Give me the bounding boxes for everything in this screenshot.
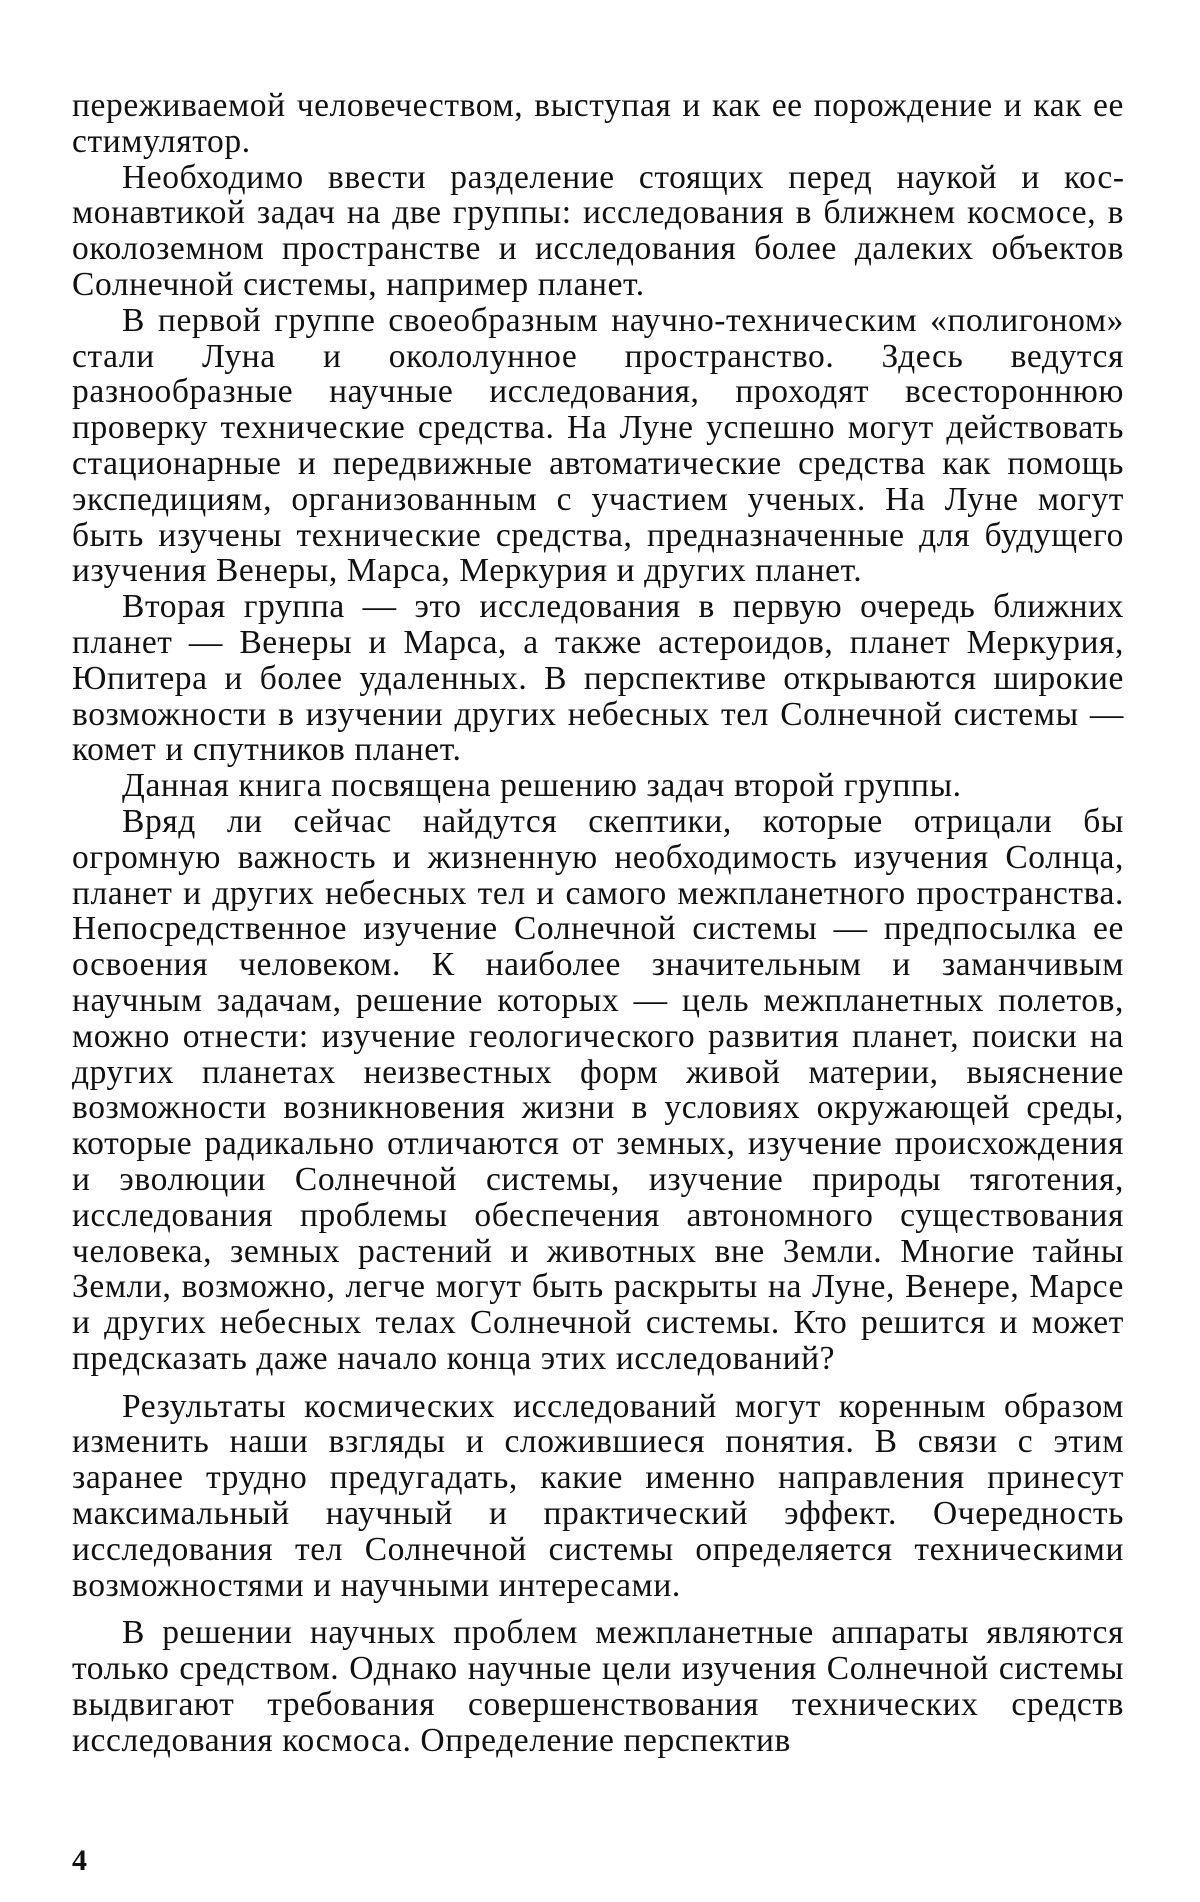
paragraph-sceptics: Вряд ли сейчас найдутся скептики, которые отрицали бы огромную важность и жизненную необходимость изучения Солнца, планет и других небесных тел и самого межпланетного пространства. Непосредственное изучение Солнечной системы — предпосылка ее освоения человеком. К наиболее значительным и заманчивым научным задачам, решение которых — цель межпланетных полетов, можно отнести: изучение геологического развития планет, поиски на других планетах неизвестных форм живой материи, выяснение возможности возникновения жизни в условиях окружающей среды, которые радикально отличаются от земных, изучение происхождения и эволюции Солнечной системы, изучение природы тяготения, исследования проблемы обеспечения автономного существования человека, земных растений и животных вне Земли. Многие тайны Земли, возможно, легче могут быть раскрыты на Луне, Венере, Марсе и других небесных телах Солнечной системы. Кто решится и может предсказать даже начало конца этих исследований? [72,802,1124,1377]
paragraph-book-purpose: Данная книга посвящена решению задач второй группы. [122,767,962,805]
paragraph-first-group: В первой группе своеобразным научно-техническим «полигоном» стали Луна и окололунное пространство. Здесь ведутся разнообразные научные исследования, проходят всестороннюю проверку технические средства. На Луне успешно могут действовать стационарные и передвижные автоматические средства как помощь экспедициям, организованным с участием ученых. На Луне могут быть изучены технические средства, предназначенные для будущего изучения Венеры, Марса, Меркурия и других планет. [72,301,1124,590]
paragraph-continuation: переживаемой человечеством, выступая и как ее порождение и как ее стимулятор. [72,87,1124,160]
page-number: 4 [72,1844,87,1877]
paragraph-scientific-problems: В решении научных проблем межпланетные аппараты являются только средством. Однако научные цели изучения Солнечной системы выдвигают требования совершенствования технических средств исследования космоса. Определение перспектив [72,1614,1124,1759]
paragraph-tasks-division: Необходимо ввести разделение стоящих перед наукой и космонавтикой задач на две группы: исследования в ближнем космосе, в околоземном пространстве и исследования более далеких объектов Солнечной системы, например планет. [72,158,1124,303]
page-body [72,88,1124,1759]
paragraph-results: Результаты космических исследований могут коренным образом изменить наши взгляды и сложившиеся понятия. В связи с этим заранее трудно предугадать, какие именно направления принесут максимальный научный и практический эффект. Очередность исследования тел Солнечной системы определяется техническими возможностями и научными интересами. [72,1387,1124,1604]
paragraph-second-group: Вторая группа — это исследования в первую очередь ближних планет — Венеры и Марса, а также астероидов, планет Меркурия, Юпитера и более удаленных. В перспективе открываются широкие возможности в изучении других небесных тел Солнечной системы — комет и спутников планет. [72,588,1124,769]
